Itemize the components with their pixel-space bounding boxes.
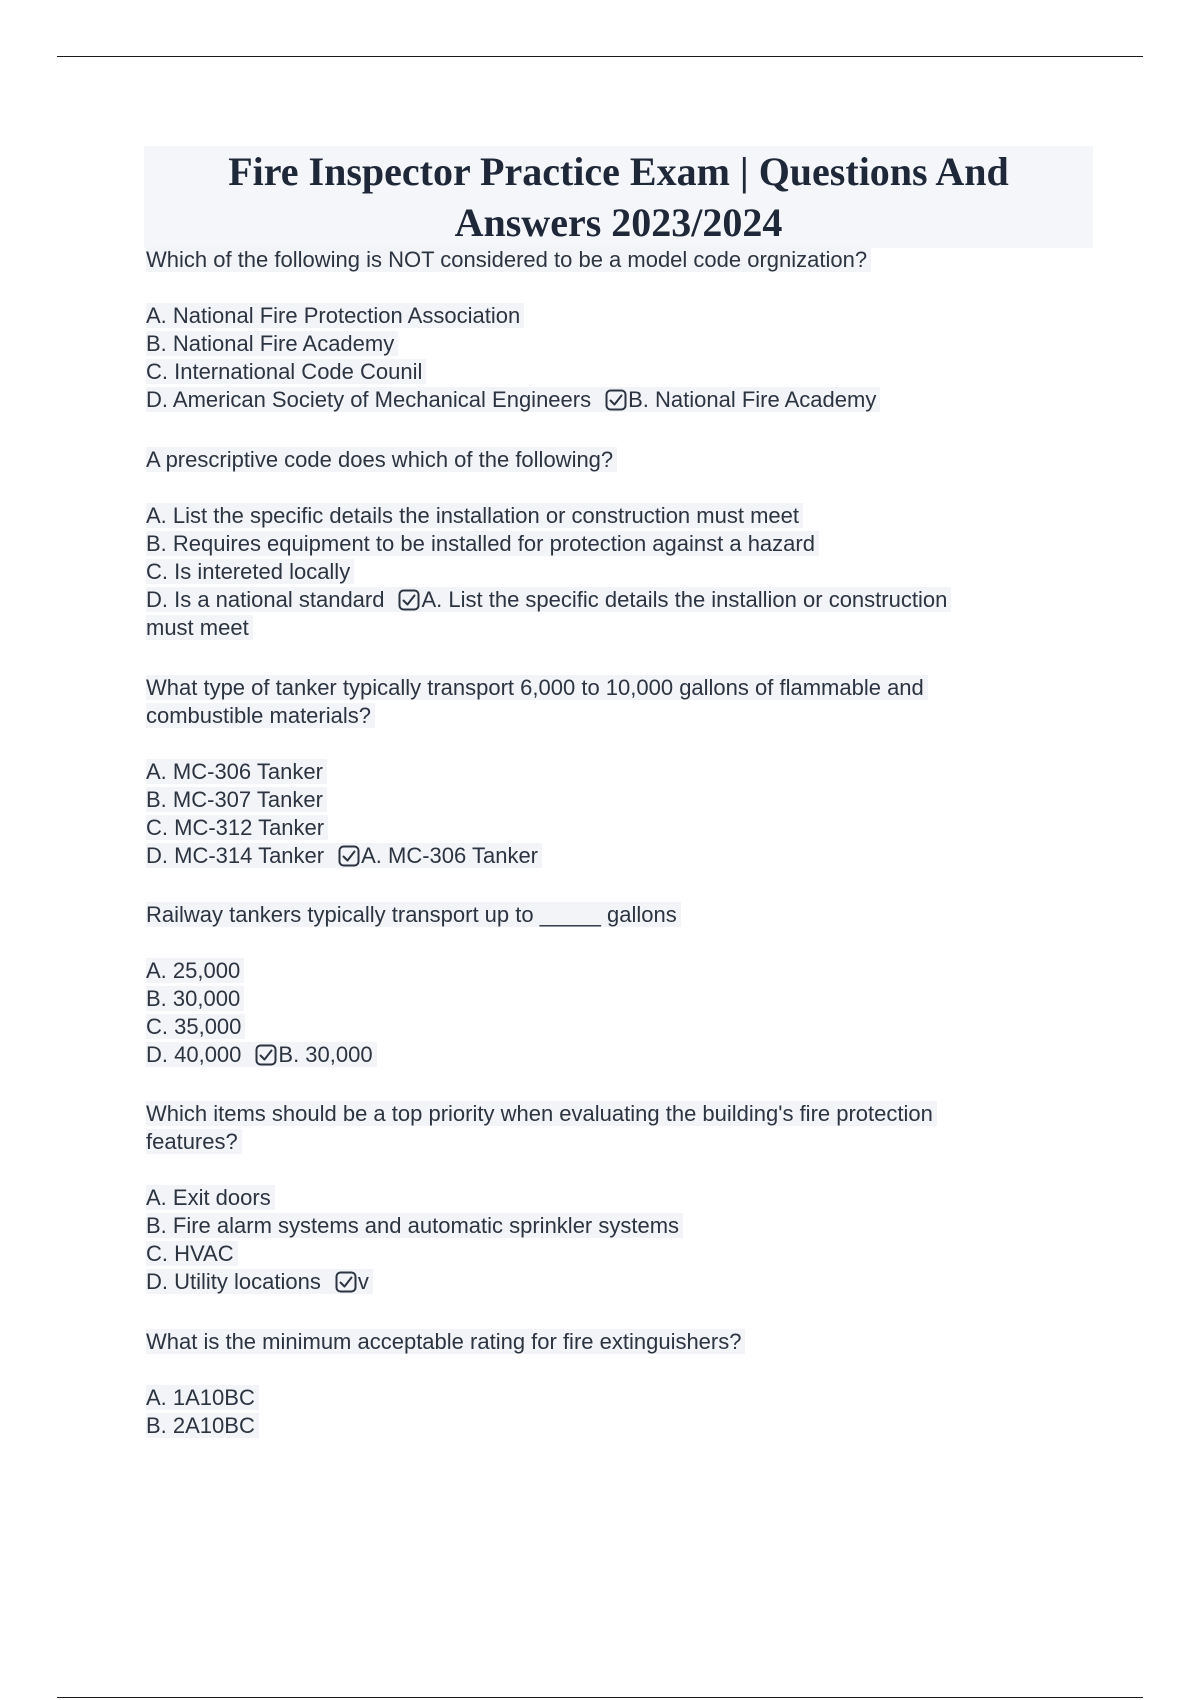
option-a: A. MC-306 Tanker <box>146 759 327 784</box>
option-d: D. MC-314 Tanker <box>146 843 325 868</box>
option-c: C. HVAC <box>146 1241 238 1266</box>
option-c: C. Is intereted locally <box>146 559 354 584</box>
option-b: B. MC-307 Tanker <box>146 787 327 812</box>
title-line-1: Fire Inspector Practice Exam | Questions And <box>228 149 1009 194</box>
option-c: C. International Code Counil <box>146 359 426 384</box>
question-text: Which items should be a top priority when evaluating the building's fire protection <box>146 1101 937 1126</box>
option-a: A. List the specific details the installation or construction must meet <box>146 503 803 528</box>
question-text-continued: features? <box>146 1129 242 1154</box>
question-text-continued: combustible materials? <box>146 703 375 728</box>
option-a: A. 1A10BC <box>146 1385 259 1410</box>
option-c: C. MC-312 Tanker <box>146 815 328 840</box>
question-text: What is the minimum acceptable rating for fire extinguishers? <box>146 1329 745 1354</box>
question-text: Railway tankers typically transport up to _____ gallons <box>146 902 681 927</box>
bottom-rule <box>57 1697 1143 1698</box>
option-b: B. Requires equipment to be installed for protection against a hazard <box>146 531 819 556</box>
question-block-5 <box>146 1100 1146 1296</box>
answer-text: v <box>357 1269 369 1294</box>
checkbox-check-icon <box>335 1271 357 1293</box>
checkbox-check-icon <box>398 589 420 611</box>
title-line-2: Answers 2023/2024 <box>454 200 783 245</box>
option-d: D. Is a national standard <box>146 587 385 612</box>
question-text: A prescriptive code does which of the following? <box>146 447 617 472</box>
answer-text: A. List the specific details the installion or construction <box>421 587 948 612</box>
top-rule <box>57 56 1143 57</box>
option-b: B. Fire alarm systems and automatic sprinkler systems <box>146 1213 683 1238</box>
option-d: D. 40,000 <box>146 1042 242 1067</box>
question-text: What type of tanker typically transport 6,000 to 10,000 gallons of flammable and <box>146 675 928 700</box>
checkbox-check-icon <box>255 1044 277 1066</box>
document-title <box>144 146 1093 248</box>
question-block-3 <box>146 674 1146 870</box>
option-a: A. 25,000 <box>146 958 244 983</box>
answer-text: B. 30,000 <box>278 1042 373 1067</box>
option-d: D. American Society of Mechanical Engineers <box>146 387 592 412</box>
answer-text: A. MC-306 Tanker <box>361 843 539 868</box>
question-block-4 <box>146 901 1146 1069</box>
answer-text: B. National Fire Academy <box>628 387 877 412</box>
answer-text-continued: must meet <box>146 615 253 640</box>
option-a: A. Exit doors <box>146 1185 275 1210</box>
question-block-6 <box>146 1328 1146 1440</box>
checkbox-check-icon <box>338 845 360 867</box>
question-text: Which of the following is NOT considered to be a model code orgnization? <box>146 247 871 272</box>
option-a: A. National Fire Protection Association <box>146 303 524 328</box>
option-b: B. National Fire Academy <box>146 331 398 356</box>
option-d: D. Utility locations <box>146 1269 321 1294</box>
option-b: B. 2A10BC <box>146 1413 259 1438</box>
question-block-1 <box>146 246 1146 414</box>
option-b: B. 30,000 <box>146 986 244 1011</box>
question-block-2 <box>146 446 1146 642</box>
option-c: C. 35,000 <box>146 1014 245 1039</box>
checkbox-check-icon <box>605 389 627 411</box>
